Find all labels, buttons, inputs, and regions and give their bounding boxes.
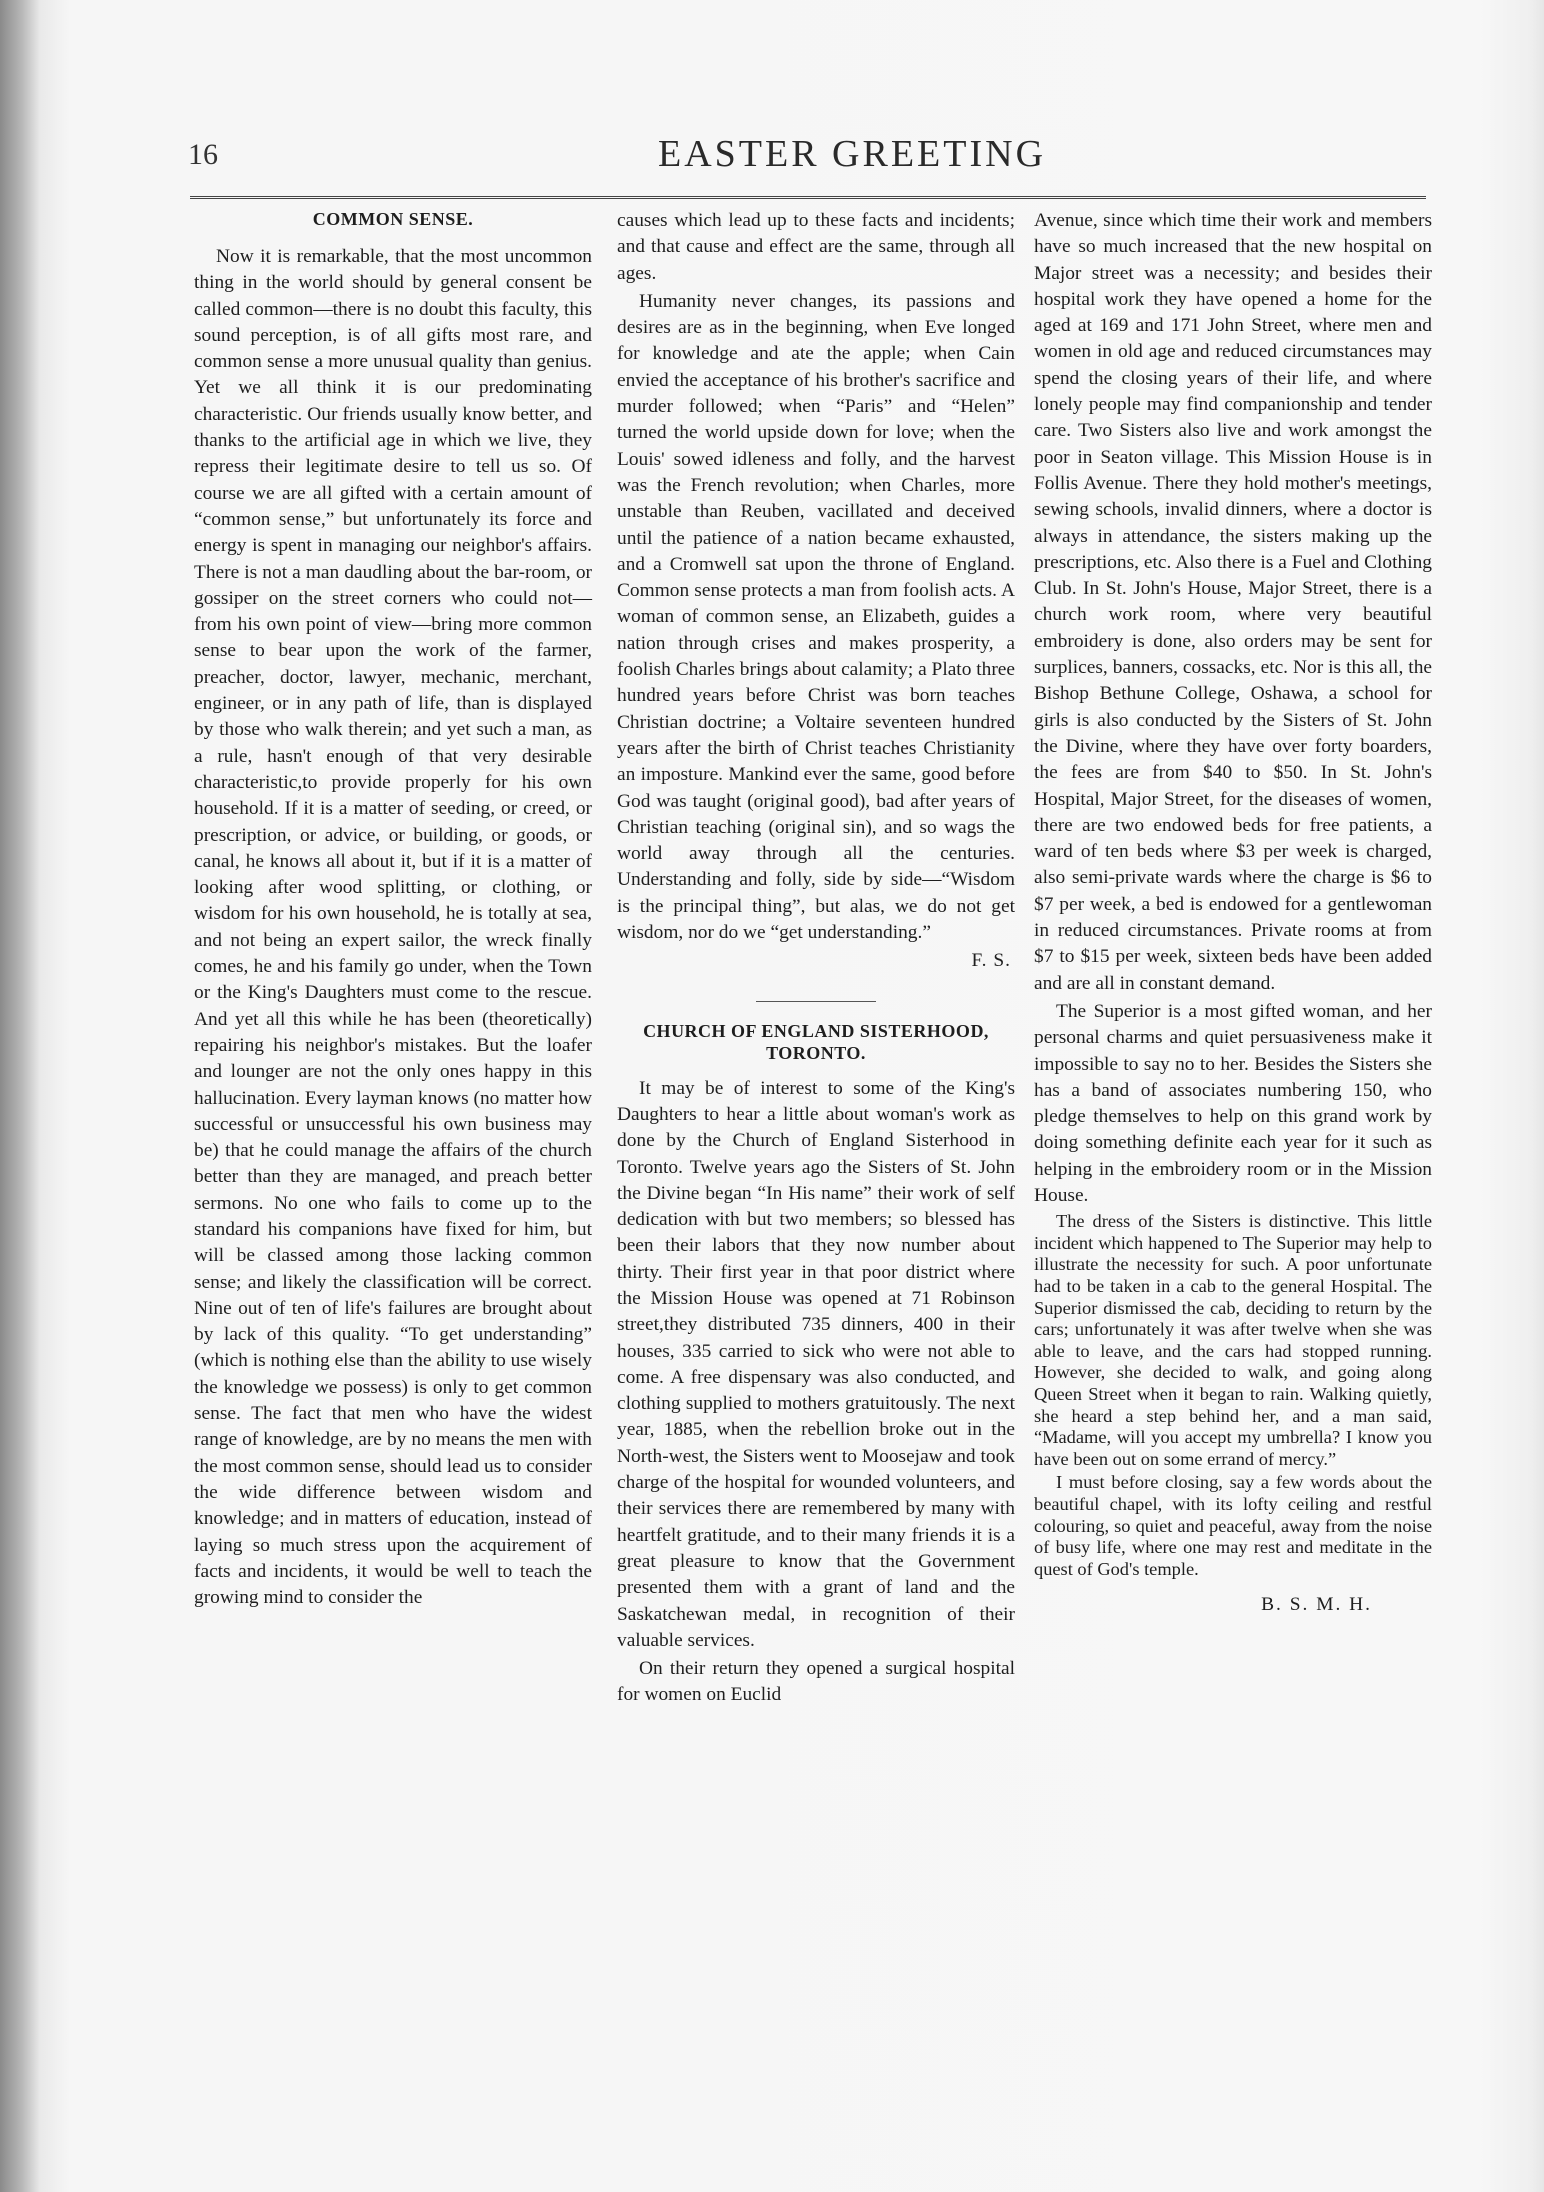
page-header	[188, 132, 1428, 192]
column-2	[617, 208, 1015, 1709]
header-rule	[190, 196, 1426, 199]
article-2-paragraph-2: On their return they opened a surgical hospital for women on Euclid	[617, 1658, 1015, 1706]
article-2-paragraph-3: The Superior is a most gifted woman, and her personal charms and quiet persuasiveness make it impossible to say no to her. Besides the Sisters she has a band of associates numbering 150, who pledge themselves to help on this grand work by doing something definite each year for it such as helping in the embroidery room or in the Mission House.	[1034, 1000, 1432, 1206]
article-1-paragraph-2: Humanity never changes, its passions and desires are as in the beginning, when Eve longed for knowledge and ate the apple; when Cain envied the acceptance of his brother's sacrifice and murder followed; when “Paris” and “Helen” turned the world upside down for love; when the Louis' sowed idleness and folly, and the harvest was the French revolution; when Charles, more unstable than Reuben, vacillated and deceived until the patience of a nation became exhausted, and a Cromwell sat upon the throne of England. Common sense protects a man from foolish acts. A woman of common sense, an Elizabeth, guides a nation through crises and makes prosperity, a foolish Charles brings about calamity; a Plato three hundred years before Christ was born teaches Christian doctrine; a Voltaire seventeen hundred years after the birth of Christ teaches Christianity an imposture. Mankind ever the same, good before God was taught (original good), bad after years of Christian teaching (original sin), and so wags the world away through all the centuries. Understanding and folly, side by side—“Wisdom is the principal thing”, but alas, we do not get wisdom, nor do we “get understanding.”	[617, 290, 1015, 944]
article-1-paragraph-1-continued: causes which lead up to these facts and incidents; and that cause and effect are the same, through all ages.	[617, 210, 1015, 284]
article-separator-rule	[756, 1001, 876, 1002]
article-1-paragraph-1: Now it is remarkable, that the most uncommon thing in the world should by general consent be called common—there is no doubt this faculty, this sound perception, is of all gifts most rare, and common sense a more unusual quality than genius. Yet we all think it is our predominating characteristic. Our friends usually know better, and thanks to the artificial age in which we live, they repress their legitimate desire to tell us so. Of course we are all gifted with a certain amount of “common sense,” but unfortunately its force and energy is spent in managing our neighbor's affairs. There is not a man daudling about the bar-room, or gossiper on the street corners who could not—from his own point of view—bring more common sense to bear upon the work of the farmer, preacher, doctor, lawyer, mechanic, merchant, engineer, or in any path of life, than is displayed by those who walk therein; and yet such a man, as a rule, hasn't enough of that very desirable characteristic,to provide properly for his own household. If it is a matter of seeding, or creed, or prescription, or advice, or building, or goods, or canal, he knows all about it, but if it is a matter of looking after wood splitting, or clothing, or wisdom for his own household, he is totally at sea, and not being an expert sailor, the wreck finally comes, he and his family go under, when the Town or the King's Daughters must come to the rescue. And yet all this while he has been (theoretically) repairing his neighbor's mistakes. But the loafer and lounger are not the only ones happy in this hallucination. Every layman knows (no matter how successful or unsuccessful his own business may be) that he could manage the affairs of the church better than they are managed, and preach better sermons. No one who fails to come up to the standard his companions have fixed for him, but will be classed among those lacking common sense; and likely the classification will be correct. Nine out of ten of life's failures are brought about by lack of this quality. “To get understanding” (which is nothing else than the ability to use wisely the knowledge we possess) is only to get common sense. The fact that men who have the widest range of knowledge, are by no means the men with the most common sense, should lead us to consider the wide difference between wisdom and knowledge; and in matters of education, instead of laying so much stress upon the acquirement of facts and incidents, it would be well to teach the growing mind to consider the	[194, 246, 592, 1609]
article-2-paragraph-2-continued: Avenue, since which time their work and members have so much increased that the new hospital on Major street was a necessity; and besides their hospital work they have opened a home for the aged at 169 and 171 John Street, where men and women in old age and reduced circumstances may spend the closing years of their life, and where lonely people may find companionship and tender care. Two Sisters also live and work amongst the poor in Seaton village. This Mission House is in Follis Avenue. There they hold mother's meetings, sewing schools, invalid dinners, where a doctor is always in attendance, the sisters making up the prescriptions, etc. Also there is a Fuel and Clothing Club. In St. John's House, Major Street, there is a church work room, where very beautiful embroidery is done, also orders may be sent for surplices, banners, cossacks, etc. Nor is this all, the Bishop Bethune College, Oshawa, a school for girls is also conducted by the Sisters of St. John the Divine, where they have over forty boarders, the fees are from $40 to $50. In St. John's Hospital, Major Street, for the diseases of women, there are two endowed beds for free patients, a ward of ten beds where $3 per week is charged, also semi-private wards where the charge is $6 to $7 per week, a bed is endowed for a gentlewoman in reduced circumstances. Private rooms at from $7 to $15 per week, sixteen beds have been added and are all in constant demand.	[1034, 210, 1432, 994]
running-title: EASTER GREETING	[658, 133, 1047, 175]
page-number: 16	[188, 138, 218, 171]
article-2-paragraph-4: The dress of the Sisters is distinctive. This little incident which happened to The Superior may help to illustrate the necessity for such. A poor unfortunate had to be taken in a cab to the general Hospital. The Superior dismissed the cab, deciding to return by the cars; unfortunately it was after twelve when she was able to leave, and the cars had stopped running. However, she decided to walk, and going along Queen Street when it began to rain. Walking quietly, she heard a step behind her, and a man said, “Madame, will you accept my umbrella? I know you have been out on some errand of mercy.”	[1034, 1211, 1432, 1469]
article-2-paragraph-5: I must before closing, say a few words about the beautiful chapel, with its lofty ceiling and restful colouring, so quiet and peaceful, away from the noise of busy life, where one may rest and meditate in the quest of God's temple.	[1034, 1472, 1432, 1579]
article-2-signature: B. S. M. H.	[1261, 1594, 1372, 1616]
article-heading-sisterhood: CHURCH OF ENGLAND SISTERHOOD, TORONTO.	[643, 1020, 989, 1063]
article-1-signature: F. S.	[971, 950, 1011, 972]
column-1	[194, 208, 592, 1611]
article-2-paragraph-1: It may be of interest to some of the King's Daughters to hear a little about woman's work as done by the Church of England Sisterhood in Toronto. Twelve years ago the Sisters of St. John the Divine began “In His name” their work of self dedication with but two members; so blessed has been their labors that they now number about thirty. Their first year in that poor district where the Mission House was opened at 71 Robinson street,they distributed 735 dinners, 400 in their houses, 335 carried to sick who were not able to come. A free dispensary was also conducted, and clothing supplied to mothers gratuitously. The next year, 1885, when the rebellion broke out in the North-west, the Sisters went to Moosejaw and took charge of the hospital for wounded volunteers, and their services there are remembered by many with heartfelt gratitude, and to their many friends it is a great pleasure to know that the Government presented them with a grant of land and the Saskatchewan medal, in recognition of their valuable services.	[617, 1077, 1015, 1651]
column-3	[1034, 208, 1432, 1619]
article-heading-common-sense: COMMON SENSE.	[312, 209, 474, 229]
